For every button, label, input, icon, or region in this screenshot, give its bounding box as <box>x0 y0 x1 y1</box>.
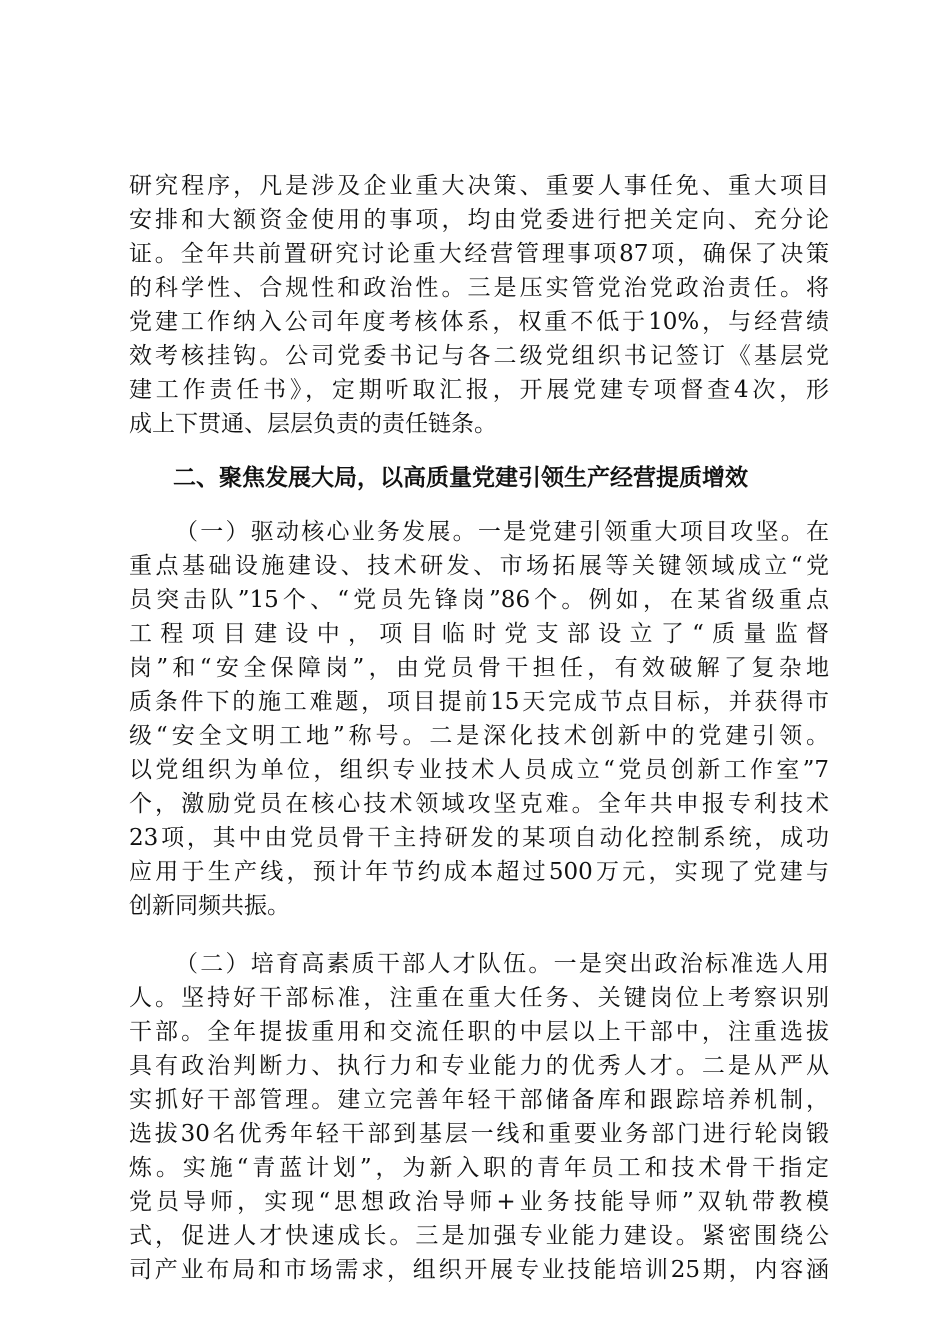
paragraph-line: 的科学性、合规性和政治性。三是压实管党治党政治责任。将 <box>129 275 829 301</box>
paragraph-line: 党建工作纳入公司年度考核体系，权重不低于10%，与经营绩 <box>129 309 829 335</box>
paragraph-line: 级“安全文明工地”称号。二是深化技术创新中的党建引领。 <box>129 723 829 749</box>
paragraph-line: 具有政治判断力、执行力和专业能力的优秀人才。二是从严从 <box>129 1053 829 1079</box>
paragraph-line: 研究程序，凡是涉及企业重大决策、重要人事任免、重大项目 <box>129 173 829 199</box>
paragraph-line: 安排和大额资金使用的事项，均由党委进行把关定向、充分论 <box>129 207 829 233</box>
paragraph-line: 炼。实施“青蓝计划”，为新入职的青年员工和技术骨干指定 <box>129 1155 829 1181</box>
paragraph-line: 成上下贯通、层层负责的责任链条。 <box>129 411 497 437</box>
paragraph-line: 式，促进人才快速成长。三是加强专业能力建设。紧密围绕公 <box>129 1223 829 1249</box>
paragraph-line: 司产业布局和市场需求，组织开展专业技能培训25期，内容涵 <box>129 1257 829 1283</box>
paragraph-line: 证。全年共前置研究讨论重大经营管理事项87项，确保了决策 <box>129 241 829 267</box>
paragraph-line: 应用于生产线，预计年节约成本超过500万元，实现了党建与 <box>129 859 829 885</box>
paragraph-line: 创新同频共振。 <box>129 893 290 919</box>
section-heading: 二、聚焦发展大局，以高质量党建引领生产经营提质增效 <box>173 465 748 491</box>
paragraph-line: 以党组织为单位，组织专业技术人员成立“党员创新工作室”7 <box>129 757 829 783</box>
paragraph-line: 质条件下的施工难题，项目提前15天完成节点目标，并获得市 <box>129 689 829 715</box>
paragraph-line: （一）驱动核心业务发展。一是党建引领重大项目攻坚。在 <box>175 519 829 545</box>
paragraph-line: 效考核挂钩。公司党委书记与各二级党组织书记签订《基层党 <box>129 343 829 369</box>
paragraph-line: 实抓好干部管理。建立完善年轻干部储备库和跟踪培养机制， <box>129 1087 829 1113</box>
paragraph-line: 员突击队”15个、“党员先锋岗”86个。例如，在某省级重点 <box>129 587 829 613</box>
paragraph-line: 个，激励党员在核心技术领域攻坚克难。全年共申报专利技术 <box>129 791 829 817</box>
paragraph-line: 岗”和“安全保障岗”，由党员骨干担任，有效破解了复杂地 <box>129 655 829 681</box>
paragraph-line: 重点基础设施建设、技术研发、市场拓展等关键领域成立“党 <box>129 553 829 579</box>
paragraph-line: 干部。全年提拔重用和交流任职的中层以上干部中，注重选拔 <box>129 1019 829 1045</box>
paragraph-line: 选拔30名优秀年轻干部到基层一线和重要业务部门进行轮岗锻 <box>129 1121 829 1147</box>
paragraph-line: 工程项目建设中，项目临时党支部设立了“质量监督 <box>129 621 829 647</box>
paragraph-line: （二）培育高素质干部人才队伍。一是突出政治标准选人用 <box>175 951 829 977</box>
paragraph-line: 建工作责任书》，定期听取汇报，开展党建专项督查4次，形 <box>129 377 829 403</box>
paragraph-line: 23项，其中由党员骨干主持研发的某项自动化控制系统，成功 <box>129 825 829 851</box>
paragraph-line: 人。坚持好干部标准，注重在重大任务、关键岗位上考察识别 <box>129 985 829 1011</box>
paragraph-line: 党员导师，实现“思想政治导师+业务技能导师”双轨带教模 <box>129 1189 829 1215</box>
